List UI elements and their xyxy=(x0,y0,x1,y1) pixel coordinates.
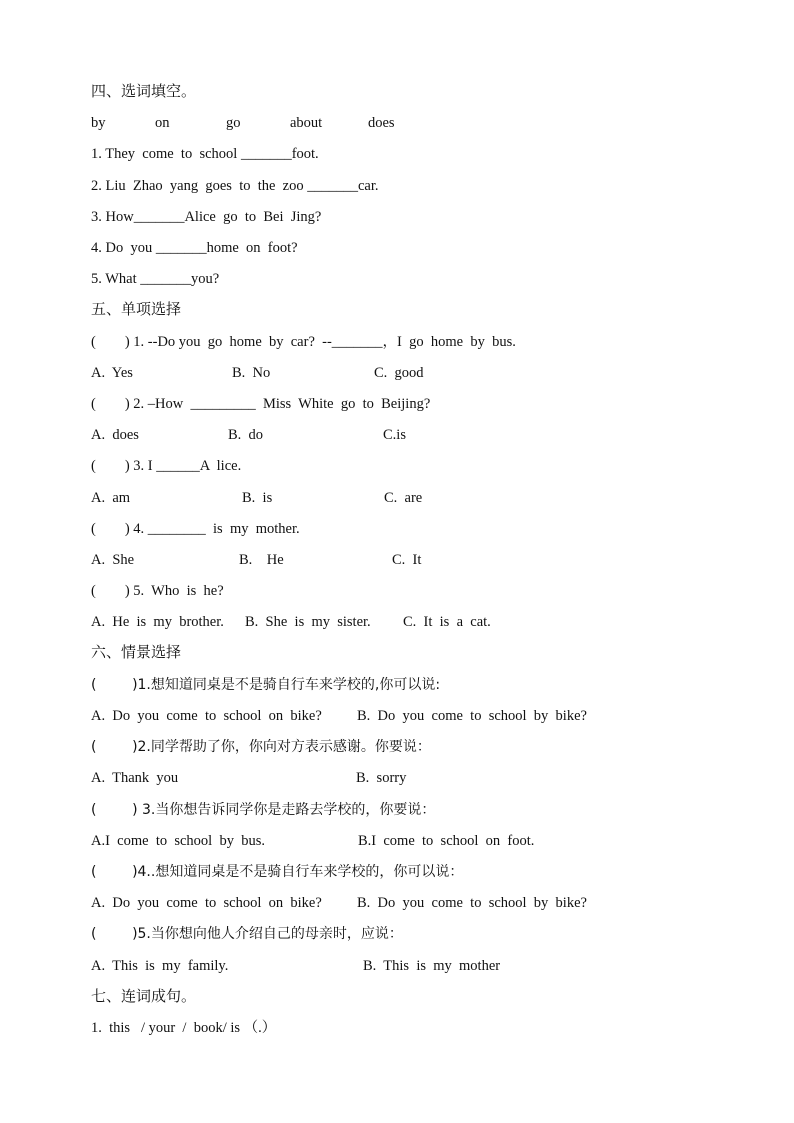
question-stem: ( )2.同学帮助了你，你向对方表示感谢。你要说： xyxy=(91,739,431,755)
word-bank-word: about xyxy=(290,115,323,131)
word-bank-word: on xyxy=(155,115,170,131)
answer-option: C. are xyxy=(384,490,423,506)
answer-option: A.I come to school by bus. xyxy=(91,833,265,849)
sentence-item: 1. this / your / book/ is （.） xyxy=(91,1020,277,1036)
fill-blank-item: 5. What _______you? xyxy=(91,271,220,287)
answer-option: A. Yes xyxy=(91,365,133,381)
answer-option: C. It xyxy=(392,552,422,568)
section-7-heading: 七、连词成句。 xyxy=(91,987,197,1005)
question-stem: ( )4..想知道同桌是不是骑自行车来学校的，你可以说： xyxy=(91,864,464,880)
question-stem: ( ) 2. –How _________ Miss White go to Beijing? xyxy=(91,396,431,412)
answer-option: B. This is my mother xyxy=(363,958,501,974)
question-stem: ( )1.想知道同桌是不是骑自行车来学校的,你可以说: xyxy=(91,677,441,693)
answer-option: B. He xyxy=(239,552,284,568)
answer-option: A. Do you come to school on bike? xyxy=(91,895,322,911)
answer-option: B. is xyxy=(242,490,273,506)
answer-option: C. It is a cat. xyxy=(403,614,491,630)
answer-option: A. She xyxy=(91,552,135,568)
question-stem: ( )5.当你想向他人介绍自己的母亲时，应说： xyxy=(91,926,403,942)
answer-option: B. sorry xyxy=(356,770,407,786)
question-stem: ( ) 3.当你想告诉同学你是走路去学校的，你要说： xyxy=(91,802,436,818)
fill-blank-item: 2. Liu Zhao yang goes to the zoo _______car. xyxy=(91,178,379,194)
question-stem: ( ) 1. --Do you go home by car? --_______，I go home by bus. xyxy=(91,334,516,350)
answer-option: B. No xyxy=(232,365,271,381)
answer-option: A. He is my brother. xyxy=(91,614,224,630)
answer-option: B. do xyxy=(228,427,264,443)
fill-blank-item: 1. They come to school _______foot. xyxy=(91,146,319,162)
fill-blank-item: 3. How_______Alice go to Bei Jing? xyxy=(91,209,322,225)
question-stem: ( ) 5. Who is he? xyxy=(91,583,224,599)
answer-option: B. She is my sister. xyxy=(245,614,371,630)
word-bank-word: by xyxy=(91,115,106,131)
answer-option: B. Do you come to school by bike? xyxy=(357,708,587,724)
answer-option: A. Thank you xyxy=(91,770,179,786)
answer-option: A. Do you come to school on bike? xyxy=(91,708,322,724)
answer-option: A. This is my family. xyxy=(91,958,229,974)
answer-option: B. Do you come to school by bike? xyxy=(357,895,587,911)
answer-option: B.I come to school on foot. xyxy=(358,833,535,849)
answer-option: A. am xyxy=(91,490,131,506)
answer-option: C.is xyxy=(383,427,406,443)
answer-option: A. does xyxy=(91,427,139,443)
word-bank-word: does xyxy=(368,115,395,131)
section-6-heading: 六、情景选择 xyxy=(91,643,182,661)
answer-option: C. good xyxy=(374,365,424,381)
question-stem: ( ) 3. I ______A lice. xyxy=(91,458,242,474)
section-4-heading: 四、选词填空。 xyxy=(91,82,197,100)
word-bank-word: go xyxy=(226,115,241,131)
question-stem: ( ) 4. ________ is my mother. xyxy=(91,521,300,537)
section-5-heading: 五、单项选择 xyxy=(91,300,182,318)
fill-blank-item: 4. Do you _______home on foot? xyxy=(91,240,298,256)
